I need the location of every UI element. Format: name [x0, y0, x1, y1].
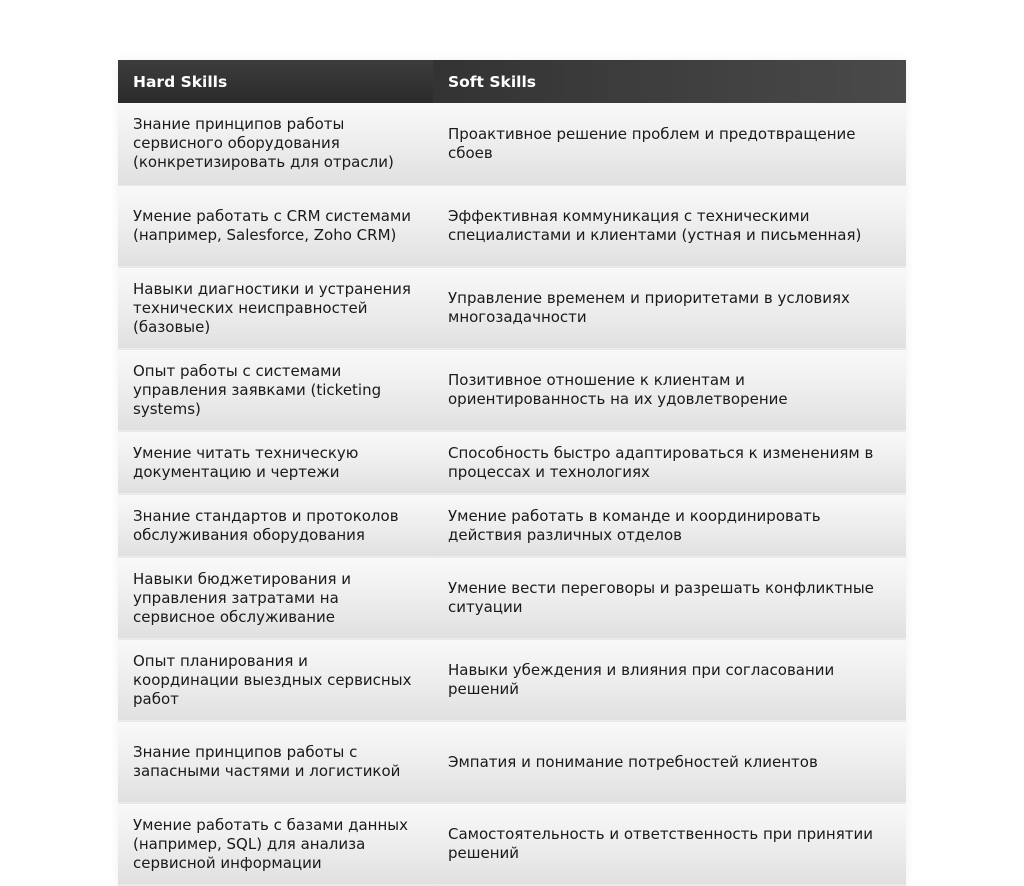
- soft-skill-cell: Умение вести переговоры и разрешать конфликтные ситуации: [433, 557, 906, 639]
- table-header: [118, 60, 906, 103]
- header-hard-skills: Hard Skills: [118, 60, 433, 103]
- hard-skill-cell: Навыки диагностики и устранения технических неисправностей (базовые): [118, 267, 433, 349]
- soft-skill-cell: Управление временем и приоритетами в условиях многозадачности: [433, 267, 906, 349]
- table-row: [118, 103, 906, 185]
- hard-skill-cell: Умение читать техническую документацию и чертежи: [118, 431, 433, 494]
- table-body: [118, 103, 906, 885]
- soft-skill-cell: Навыки убеждения и влияния при согласовании решений: [433, 639, 906, 721]
- soft-skill-cell: Способность быстро адаптироваться к изменениям в процессах и технологиях: [433, 431, 906, 494]
- hard-skill-cell: Опыт планирования и координации выездных сервисных работ: [118, 639, 433, 721]
- hard-skill-cell: Знание стандартов и протоколов обслуживания оборудования: [118, 494, 433, 557]
- header-soft-skills: Soft Skills: [433, 60, 906, 103]
- soft-skill-cell: Самостоятельность и ответственность при принятии решений: [433, 803, 906, 885]
- soft-skill-cell: Умение работать в команде и координировать действия различных отделов: [433, 494, 906, 557]
- hard-skill-cell: Навыки бюджетирования и управления затратами на сервисное обслуживание: [118, 557, 433, 639]
- hard-skill-cell: Умение работать с CRM системами (например, Salesforce, Zoho CRM): [118, 185, 433, 267]
- table-row: [118, 431, 906, 494]
- skills-table: [118, 60, 906, 886]
- table-row: [118, 557, 906, 639]
- hard-skill-cell: Знание принципов работы с запасными частями и логистикой: [118, 721, 433, 803]
- table-row: [118, 185, 906, 267]
- header-row: [118, 60, 906, 103]
- table-row: [118, 803, 906, 885]
- soft-skill-cell: Позитивное отношение к клиентам и ориентированность на их удовлетворение: [433, 349, 906, 431]
- table-row: [118, 639, 906, 721]
- hard-skill-cell: Знание принципов работы сервисного оборудования (конкретизировать для отрасли): [118, 103, 433, 185]
- soft-skill-cell: Эмпатия и понимание потребностей клиентов: [433, 721, 906, 803]
- soft-skill-cell: Проактивное решение проблем и предотвращение сбоев: [433, 103, 906, 185]
- skills-table-container: [118, 60, 906, 886]
- hard-skill-cell: Умение работать с базами данных (например, SQL) для анализа сервисной информации: [118, 803, 433, 885]
- soft-skill-cell: Эффективная коммуникация с техническими специалистами и клиентами (устная и письменная): [433, 185, 906, 267]
- table-row: [118, 494, 906, 557]
- table-row: [118, 349, 906, 431]
- hard-skill-cell: Опыт работы с системами управления заявками (ticketing systems): [118, 349, 433, 431]
- table-row: [118, 267, 906, 349]
- table-row: [118, 721, 906, 803]
